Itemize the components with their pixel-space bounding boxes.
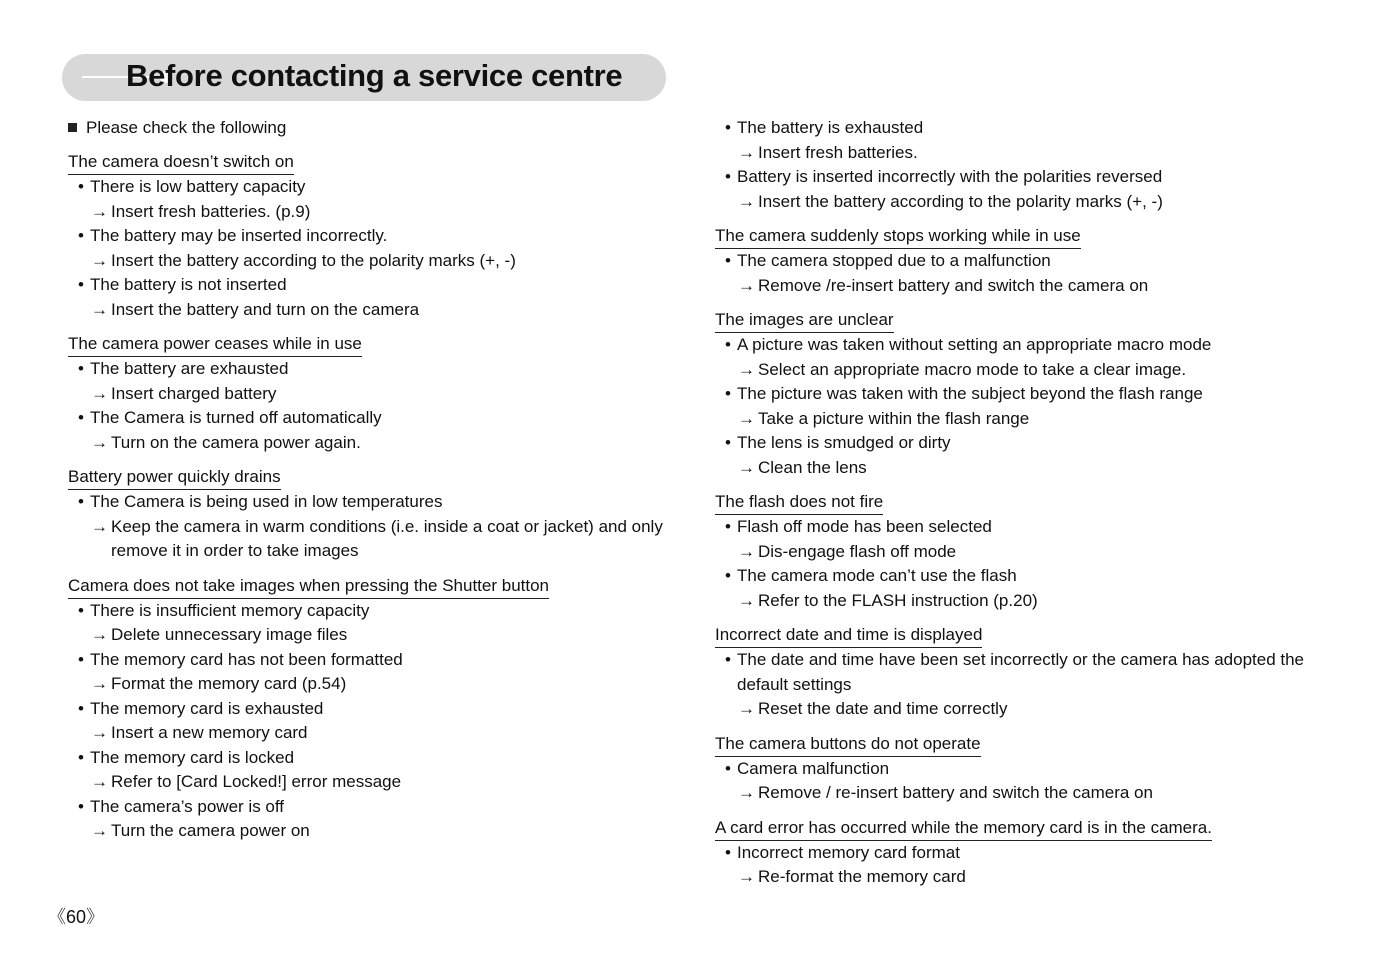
section-title: A card error has occurred while the memory card is in the camera.	[715, 816, 1212, 841]
cause-text: Battery is inserted incorrectly with the polarities reversed	[737, 167, 1163, 186]
cause-item	[73, 746, 668, 771]
cause-item	[73, 273, 668, 298]
troubleshoot-section	[715, 623, 1355, 722]
remedy-text: Remove / re-insert battery and switch the camera on	[758, 783, 1153, 802]
cause-item	[720, 648, 1355, 697]
intro-line	[68, 116, 668, 140]
remedy-text: Turn the camera power on	[111, 821, 310, 840]
remedy-item	[715, 407, 1355, 432]
cause-item	[720, 515, 1355, 540]
cause-item	[73, 599, 668, 624]
cause-item	[720, 116, 1355, 141]
cause-text: The battery is not inserted	[90, 275, 287, 294]
right-sections	[715, 224, 1355, 890]
remedy-text: Insert the battery according to the polarity marks (+, -)	[111, 250, 516, 270]
remedy-item	[68, 200, 668, 225]
remedy-item	[715, 456, 1355, 481]
cause-item	[73, 648, 668, 673]
troubleshoot-section	[68, 574, 668, 844]
remedy-item	[68, 770, 668, 795]
troubleshoot-section	[68, 465, 668, 564]
cause-text: The battery may be inserted incorrectly.	[90, 226, 388, 245]
cause-item	[73, 357, 668, 382]
section-title: The images are unclear	[715, 308, 894, 333]
cause-text: Camera malfunction	[737, 758, 890, 778]
section-title: The camera suddenly stops working while in use	[715, 224, 1081, 249]
remedy-item	[715, 141, 1355, 166]
cause-item	[720, 564, 1355, 589]
section-title: Battery power quickly drains	[68, 465, 281, 490]
section-title: The camera buttons do not operate	[715, 732, 981, 757]
title-bar	[62, 54, 666, 101]
cause-text: The camera’s power is off	[90, 796, 285, 816]
remedy-item	[68, 431, 668, 456]
remedy-text: Dis-engage flash off mode	[758, 541, 957, 561]
page-title: Before contacting a service centre	[126, 58, 623, 93]
cause-text: The battery are exhausted	[90, 359, 289, 378]
remedy-text: Insert a new memory card	[111, 723, 308, 742]
remedy-item	[68, 819, 668, 844]
cause-item	[720, 757, 1355, 782]
cause-text: Incorrect memory card format	[737, 842, 960, 862]
cause-text: A picture was taken without setting an appropriate macro mode	[737, 335, 1212, 354]
remedy-item	[715, 358, 1355, 383]
section-title: Camera does not take images when pressing the Shutter button	[68, 574, 549, 599]
remedy-text: Refer to the FLASH instruction (p.20)	[758, 590, 1038, 610]
troubleshoot-section	[715, 224, 1355, 298]
section-title: The camera doesn’t switch on	[68, 150, 294, 175]
remedy-text: Format the memory card (p.54)	[111, 674, 347, 693]
square-bullet-icon	[68, 123, 77, 132]
remedy-text: Delete unnecessary image files	[111, 625, 348, 644]
remedy-text: Keep the camera in warm conditions (i.e. inside a coat or jacket) and only remove it in order to take images	[111, 516, 663, 560]
remedy-item	[68, 298, 668, 323]
remedy-text: Insert fresh batteries. (p.9)	[111, 201, 311, 221]
section-title: Incorrect date and time is displayed	[715, 623, 982, 648]
page-number: 《60》	[48, 907, 105, 927]
troubleshoot-section	[715, 490, 1355, 613]
remedy-item	[68, 721, 668, 746]
remedy-item	[715, 781, 1355, 806]
remedy-item	[68, 623, 668, 648]
remedy-text: Remove /re-insert battery and switch the camera on	[758, 275, 1149, 295]
right-column	[715, 116, 1355, 900]
troubleshoot-section	[715, 732, 1355, 806]
remedy-item	[715, 697, 1355, 722]
cause-text: The memory card is locked	[90, 747, 295, 767]
cause-text: The date and time have been set incorrectly or the camera has adopted the default settings	[737, 650, 1305, 694]
cause-item	[720, 165, 1355, 190]
cause-text: The lens is smudged or dirty	[737, 433, 951, 452]
cause-text: There is insufficient memory capacity	[90, 600, 370, 620]
section-title: The camera power ceases while in use	[68, 332, 362, 357]
cause-text: The Camera is being used in low temperatures	[90, 492, 443, 511]
remedy-item	[68, 249, 668, 274]
cause-item	[73, 697, 668, 722]
cause-item	[720, 841, 1355, 866]
troubleshoot-section	[715, 308, 1355, 480]
remedy-text: Turn on the camera power again.	[111, 432, 361, 452]
cause-text: The memory card has not been formatted	[90, 649, 403, 669]
remedy-text: Insert charged battery	[111, 383, 277, 403]
remedy-text: Take a picture within the flash range	[758, 408, 1030, 428]
cause-item	[720, 431, 1355, 456]
cause-item	[73, 490, 668, 515]
remedy-item	[68, 515, 668, 564]
remedy-text: Reset the date and time correctly	[758, 699, 1008, 718]
intro-text: Please check the following	[86, 118, 287, 137]
remedy-item	[715, 865, 1355, 890]
remedy-item	[715, 274, 1355, 299]
cause-text: The Camera is turned off automatically	[90, 408, 382, 427]
remedy-text: Insert fresh batteries.	[758, 142, 918, 162]
troubleshoot-section	[715, 816, 1355, 890]
cause-text: The camera mode can’t use the flash	[737, 566, 1017, 585]
remedy-text: Clean the lens	[758, 457, 867, 477]
cause-item	[720, 382, 1355, 407]
cause-item	[73, 795, 668, 820]
remedy-item	[715, 589, 1355, 614]
cause-text: Flash off mode has been selected	[737, 517, 992, 536]
left-sections	[68, 150, 668, 844]
cause-item	[73, 406, 668, 431]
cause-text: The picture was taken with the subject beyond the flash range	[737, 384, 1203, 403]
remedy-item	[715, 190, 1355, 215]
remedy-text: Insert the battery according to the polarity marks (+, -)	[758, 191, 1163, 211]
cause-item	[720, 249, 1355, 274]
remedy-text: Re-format the memory card	[758, 867, 966, 886]
cause-item	[720, 333, 1355, 358]
cause-text: The memory card is exhausted	[90, 698, 324, 718]
section-title: The flash does not fire	[715, 490, 883, 515]
cause-text: The camera stopped due to a malfunction	[737, 251, 1051, 270]
remedy-text: Insert the battery and turn on the camera	[111, 299, 420, 319]
right-top-items	[715, 116, 1355, 214]
remedy-item	[715, 540, 1355, 565]
remedy-item	[68, 672, 668, 697]
cause-text: There is low battery capacity	[90, 177, 306, 196]
remedy-text: Select an appropriate macro mode to take a clear image.	[758, 359, 1187, 379]
troubleshoot-section	[68, 150, 668, 322]
cause-item	[73, 224, 668, 249]
cause-item	[73, 175, 668, 200]
left-column	[68, 116, 668, 854]
cause-text: The battery is exhausted	[737, 118, 924, 137]
remedy-item	[68, 382, 668, 407]
remedy-text: Refer to [Card Locked!] error message	[111, 772, 402, 791]
troubleshoot-section	[68, 332, 668, 455]
